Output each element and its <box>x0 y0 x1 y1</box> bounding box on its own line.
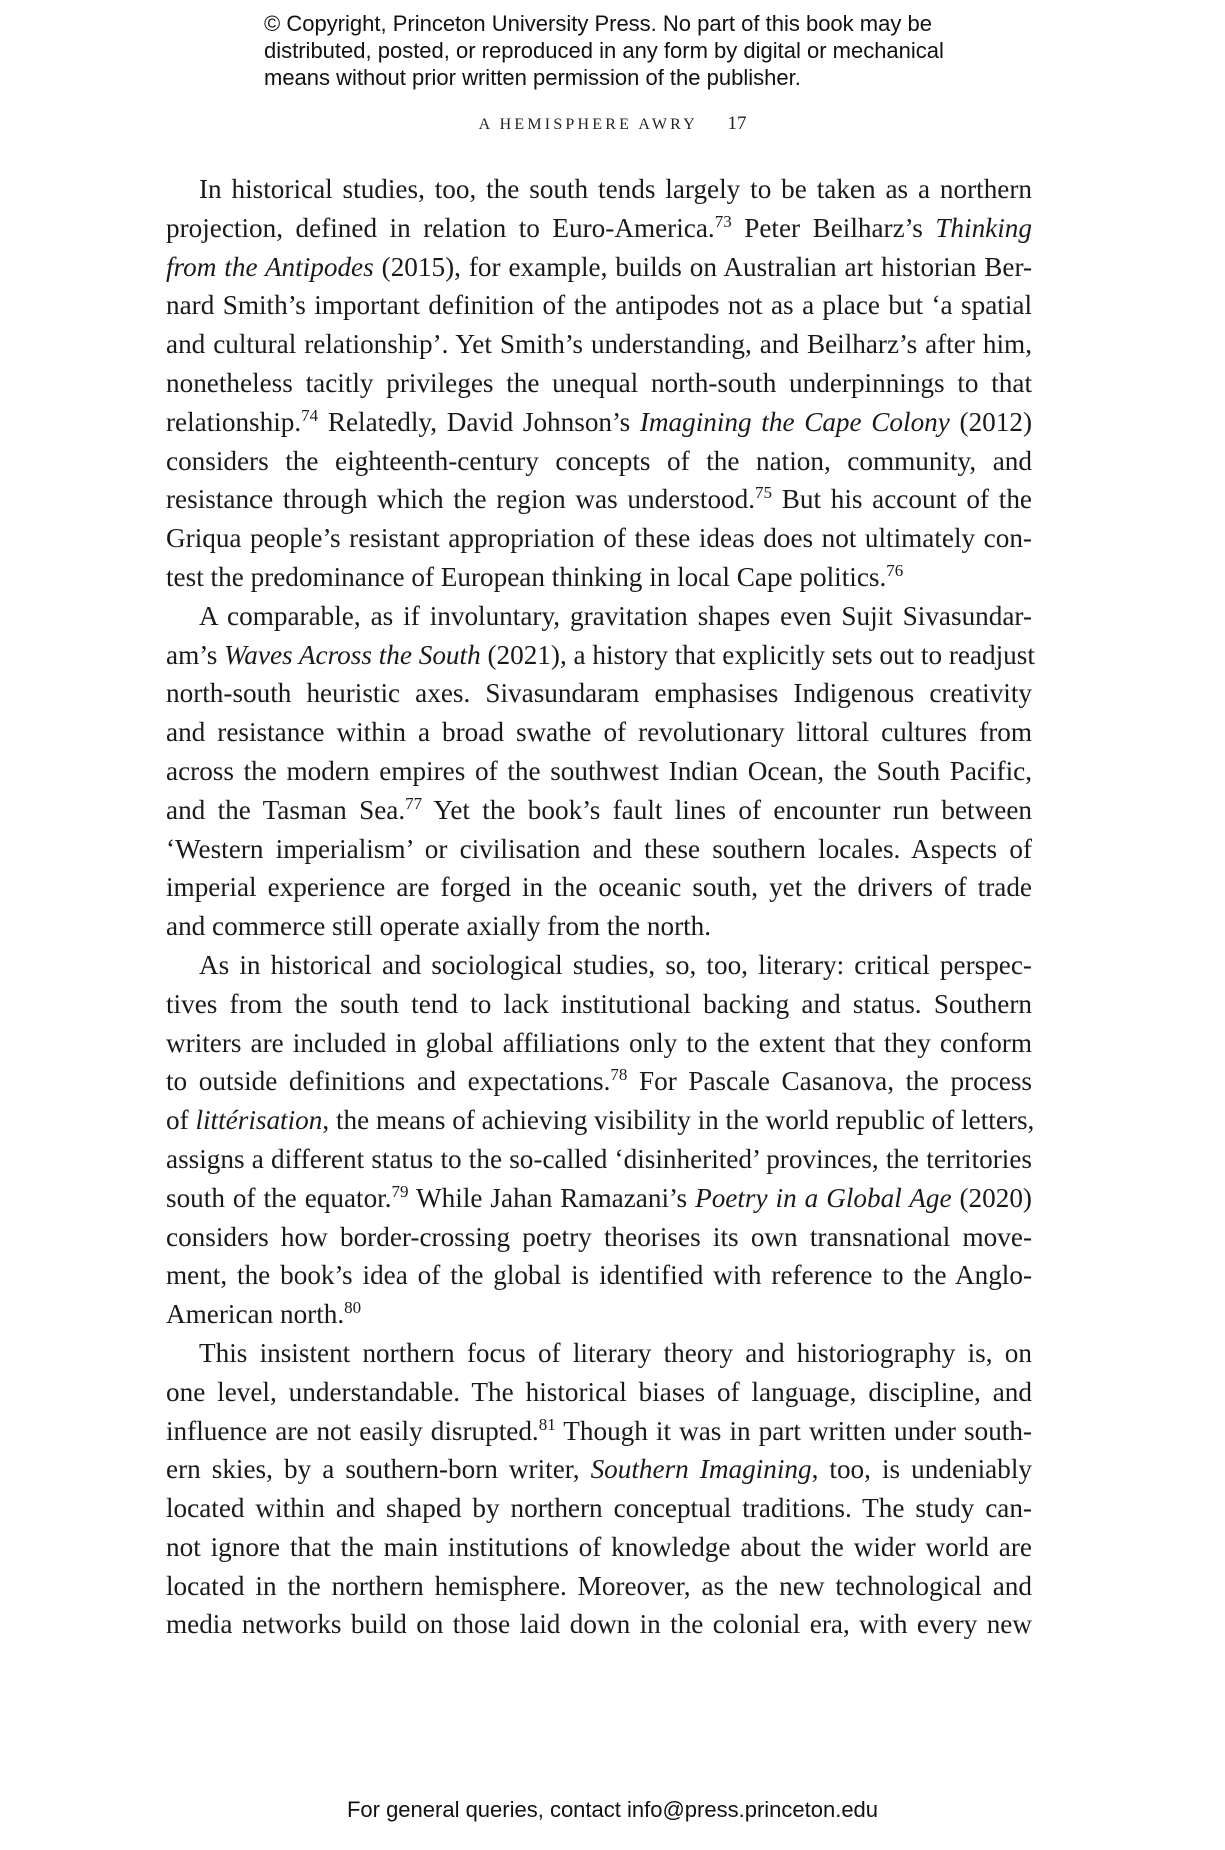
footnote-ref[interactable]: 79 <box>391 1181 409 1201</box>
footnote-ref[interactable]: 76 <box>886 560 904 580</box>
text-line: am’s Waves Across the South (2021), a history that explicitly sets out to readjust <box>166 639 1035 670</box>
text-line: to outside definitions and expectations.$^{78}$ For Pascale Casanova, the process <box>166 1065 1032 1097</box>
text-line: and cultural relationship’. Yet Smith’s understanding, and Beilharz’s after him, <box>166 329 1032 360</box>
text-line: across the modern empires of the southwest Indian Ocean, the South Pacific, <box>166 755 1032 786</box>
page-number: 17 <box>727 113 747 134</box>
running-head-title: A HEMISPHERE AWRY <box>478 116 698 133</box>
text-line: nard Smith’s important definition of the antipodes not as a place but ‘a spatial <box>166 290 1032 321</box>
footnote-ref[interactable]: 81 <box>538 1414 556 1434</box>
copyright-line: means without prior written permission of the publisher. <box>264 65 801 90</box>
footnote-ref[interactable]: 75 <box>755 483 773 503</box>
body-text <box>166 170 1035 1644</box>
text-line: nonetheless tacitly privileges the unequal north-south underpinnings to that <box>166 367 1032 398</box>
text-line: located in the northern hemisphere. Moreover, as the new technological and <box>166 1570 1032 1601</box>
text-line: of littérisation, the means of achieving visibility in the world republic of letters, <box>166 1105 1035 1136</box>
text-line: imperial experience are forged in the oceanic south, yet the drivers of trade <box>166 872 1032 903</box>
text-line: This insistent northern focus of literary theory and historiography is, on <box>199 1337 1032 1368</box>
text-line: one level, understandable. The historical biases of language, discipline, and <box>166 1376 1032 1407</box>
text-line: located within and shaped by northern conceptual traditions. The study can- <box>166 1493 1032 1524</box>
text-line: American north.$^{80}$ <box>166 1298 362 1330</box>
text-line: ‘Western imperialism’ or civilisation and these southern locales. Aspects of <box>166 833 1032 864</box>
text-line: from the Antipodes (2015), for example, builds on Australian art historian Ber- <box>166 251 1033 282</box>
text-line: considers the eighteenth-century concepts of the nation, community, and <box>166 445 1032 476</box>
footnote-ref[interactable]: 74 <box>301 405 319 425</box>
footnote-ref[interactable]: 73 <box>714 211 732 231</box>
text-line: writers are included in global affiliations only to the extent that they conform <box>166 1027 1032 1058</box>
paragraph <box>166 946 1035 1334</box>
text-line: A comparable, as if involuntary, gravitation shapes even Sujit Sivasundar- <box>199 600 1032 631</box>
text-line: tives from the south tend to lack institutional backing and status. Southern <box>166 988 1032 1019</box>
text-line: resistance through which the region was understood.$^{75}$ But his account of the <box>166 483 1032 515</box>
footnote-ref[interactable]: 78 <box>610 1065 628 1085</box>
copyright-line: © Copyright, Princeton University Press. No part of this book may be <box>264 11 932 36</box>
text-line: assigns a different status to the so-called ‘disinherited’ provinces, the territories <box>166 1143 1032 1174</box>
text-line: projection, defined in relation to Euro-America.$^{73}$ Peter Beilharz’s Thinking <box>166 211 1032 243</box>
copyright-notice <box>264 10 1024 91</box>
footer-contact: For general queries, contact info@press.princeton.edu <box>346 1797 879 1822</box>
footnote-ref[interactable]: 80 <box>344 1298 362 1318</box>
text-line: and resistance within a broad swathe of revolutionary littoral cultures from <box>166 717 1032 748</box>
copyright-line: distributed, posted, or reproduced in any form by digital or mechanical <box>264 38 944 63</box>
text-line: not ignore that the main institutions of knowledge about the wider world are <box>166 1531 1032 1562</box>
paragraph <box>166 170 1032 597</box>
text-line: considers how border-crossing poetry theorises its own transnational move- <box>166 1221 1032 1252</box>
text-line: In historical studies, too, the south tends largely to be taken as a northern <box>199 174 1032 204</box>
text-line: test the predominance of European thinking in local Cape politics.$^{76}$ <box>166 560 904 592</box>
text-line: relationship.$^{74}$ Relatedly, David Johnson’s Imagining the Cape Colony (2012) <box>166 405 1033 437</box>
text-line: south of the equator.$^{79}$ While Jahan Ramazani’s Poetry in a Global Age (2020) <box>166 1181 1032 1213</box>
text-line: Griqua people’s resistant appropriation of these ideas does not ultimately con- <box>166 523 1032 554</box>
text-line: As in historical and sociological studies, so, too, literary: critical perspec- <box>199 949 1032 980</box>
text-line: north-south heuristic axes. Sivasundaram emphasises Indigenous creativity <box>166 678 1032 709</box>
footnote-ref[interactable]: 77 <box>405 793 423 813</box>
text-line: influence are not easily disrupted.$^{81}$ Though it was in part written under south- <box>166 1414 1032 1446</box>
text-line: media networks build on those laid down in the colonial era, with every new <box>166 1609 1032 1640</box>
paragraph <box>166 1334 1032 1644</box>
text-line: ern skies, by a southern-born writer, Southern Imagining, too, is undeniably <box>166 1454 1032 1485</box>
text-line: and commerce still operate axially from the north. <box>166 911 712 942</box>
running-head <box>0 113 1225 135</box>
text-line: ment, the book’s idea of the global is identified with reference to the Anglo- <box>166 1260 1032 1291</box>
paragraph <box>166 597 1035 946</box>
text-line: and the Tasman Sea.$^{77}$ Yet the book’s fault lines of encounter run between <box>166 793 1032 825</box>
